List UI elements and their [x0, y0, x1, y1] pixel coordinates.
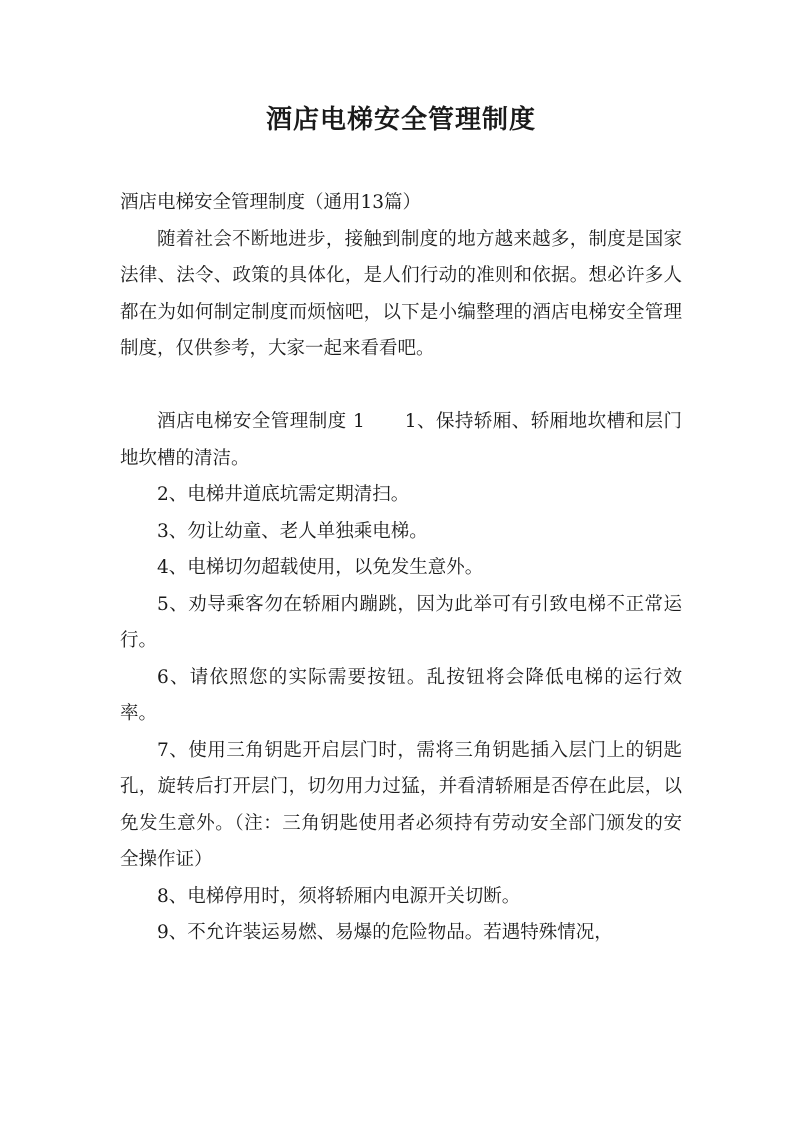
intro-paragraph: 随着社会不断地进步，接触到制度的地方越来越多，制度是国家法律、法令、政策的具体化，是人们行动的准则和依据。想必许多人都在为如何制定制度而烦恼吧，以下是小编整理的酒店电梯安全管理制度，仅供参考，大家一起来看看吧。	[120, 228, 682, 359]
section-1-first-paragraph	[120, 404, 682, 477]
document-body	[120, 185, 682, 952]
document-subtitle: 酒店电梯安全管理制度（通用13篇）	[120, 192, 422, 213]
list-item-8: 8、电梯停用时，须将轿厢内电源开关切断。	[157, 885, 521, 907]
list-item-5: 5、劝导乘客勿在轿厢内蹦跳，因为此举可有引致电梯不正常运行。	[120, 593, 682, 651]
list-item-9: 9、不允许装运易燃、易爆的危险物品。若遇特殊情况，	[157, 922, 613, 943]
list-item-1: 1、保持轿厢、轿厢地坎槽和层门地坎槽的清洁。	[120, 411, 682, 469]
document-title: 酒店电梯安全管理制度	[265, 105, 536, 135]
list-item-6: 6、请依照您的实际需要按钮。乱按钮将会降低电梯的运行效率。	[120, 666, 682, 724]
section-heading: 酒店电梯安全管理制度 1	[157, 411, 365, 432]
paragraph-spacer	[120, 368, 682, 405]
list-item-7: 7、使用三角钥匙开启层门时，需将三角钥匙插入层门上的钥匙孔，旋转后打开层门，切勿用力过猛，并看清轿厢是否停在此层，以免发生意外。（注：三角钥匙使用者必须持有劳动安全部门颁发的安全操作证）	[120, 739, 682, 870]
list-item-2: 2、电梯井道底坑需定期清扫。	[157, 484, 410, 505]
list-item-4: 4、电梯切勿超载使用，以免发生意外。	[157, 557, 484, 578]
list-item-3: 3、勿让幼童、老人单独乘电梯。	[157, 520, 428, 542]
